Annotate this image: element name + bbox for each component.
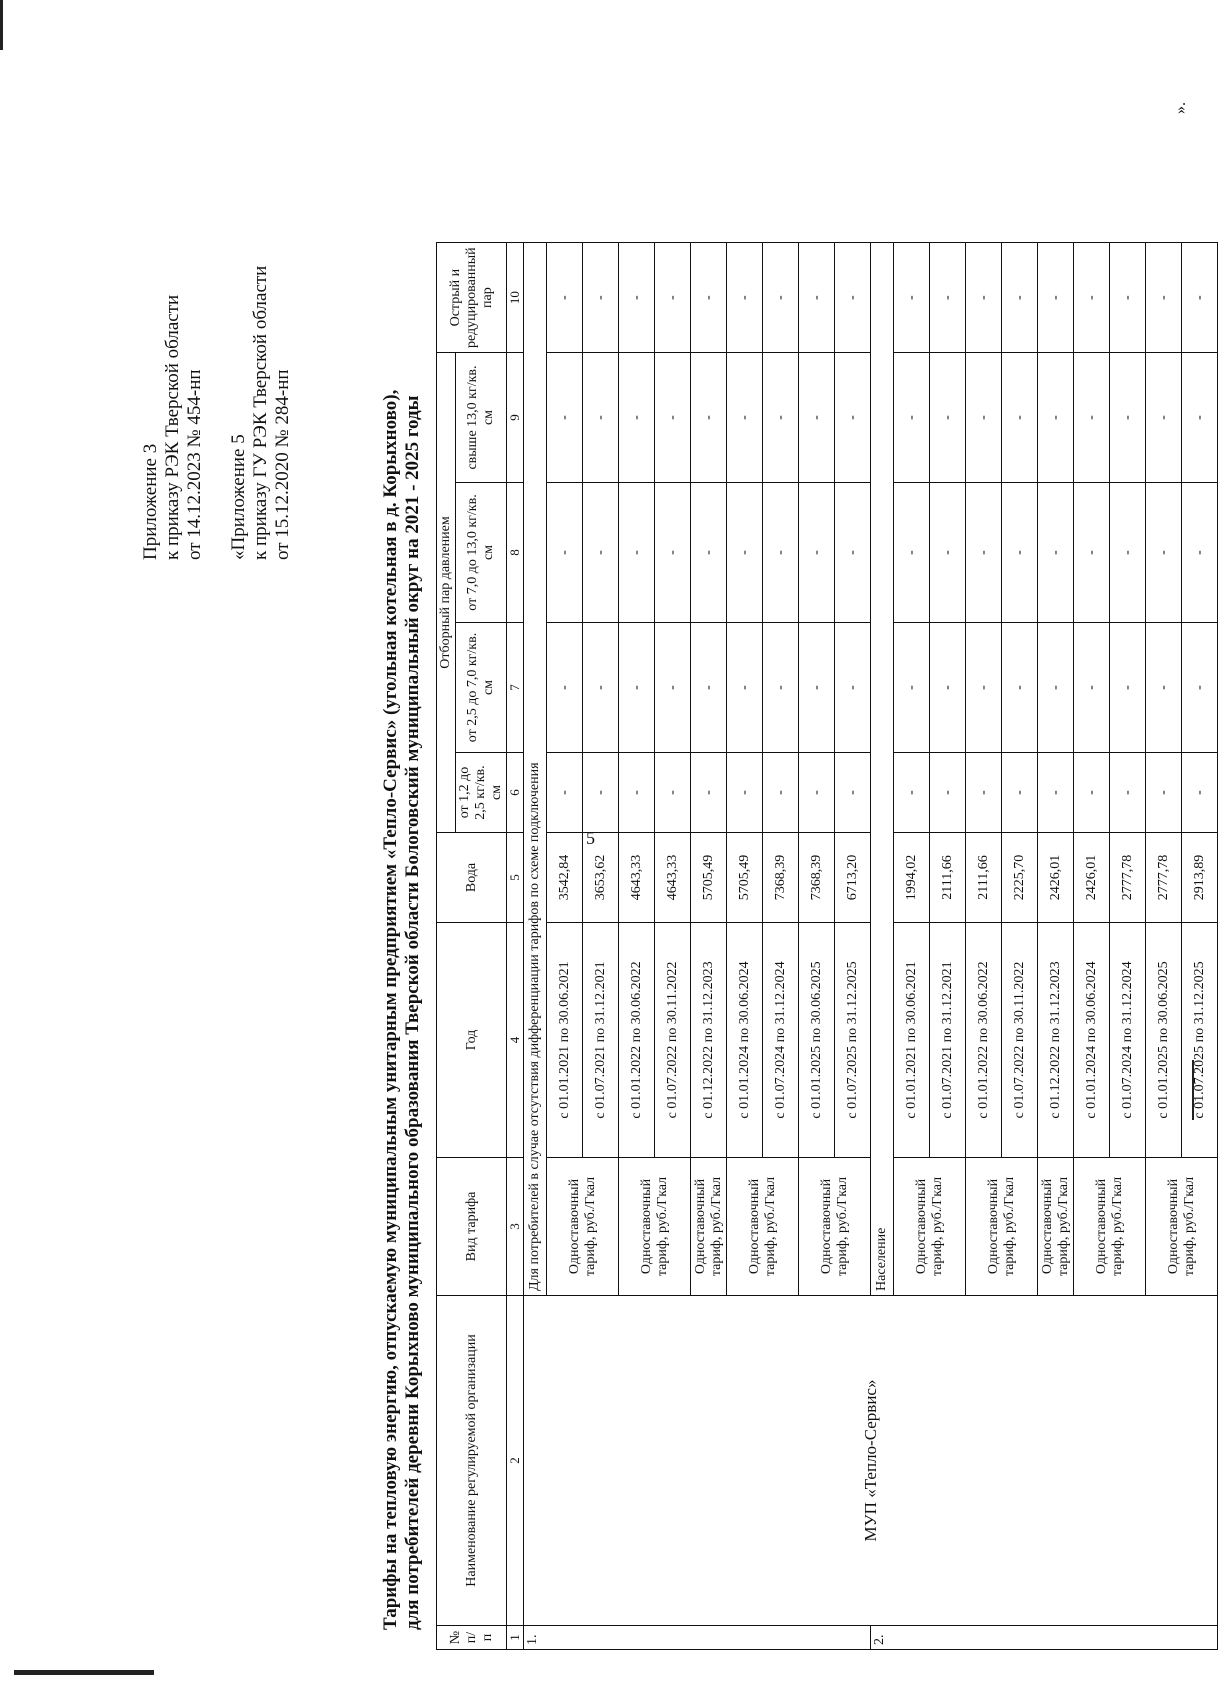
section-row xyxy=(524,243,547,1650)
period: с 01.12.2022 по 31.12.2023 xyxy=(1038,923,1074,1158)
empty-value: - xyxy=(691,353,727,483)
empty-value: - xyxy=(930,623,966,753)
appendix-line-1: Приложение 3 xyxy=(140,443,161,560)
empty-value: - xyxy=(763,243,799,353)
empty-value: - xyxy=(1110,483,1146,623)
empty-value: - xyxy=(691,243,727,353)
period: с 01.01.2022 по 30.06.2022 xyxy=(966,923,1002,1158)
tariff-type: Одноставочный тариф, руб./Гкал xyxy=(1146,1158,1218,1296)
empty-value: - xyxy=(727,353,763,483)
empty-value: - xyxy=(547,483,583,623)
col-number: 8 xyxy=(507,483,524,623)
header-org: Наименование регулируемой организации xyxy=(437,1296,507,1626)
col-number: 2 xyxy=(507,1296,524,1626)
empty-value: - xyxy=(619,483,655,623)
period: с 01.01.2021 по 30.06.2021 xyxy=(547,923,583,1158)
period: с 01.07.2022 по 30.11.2022 xyxy=(655,923,691,1158)
col-number: 4 xyxy=(507,923,524,1158)
appendix-line-2: к приказу РЭК Тверской области xyxy=(162,294,183,560)
empty-value: - xyxy=(1182,753,1218,833)
water-value: 5705,49 xyxy=(727,833,763,923)
water-value: 1994,02 xyxy=(894,833,930,923)
col-number: 3 xyxy=(507,1158,524,1296)
empty-value: - xyxy=(799,623,835,753)
empty-value: - xyxy=(655,753,691,833)
empty-value: - xyxy=(547,753,583,833)
scan-edge-mark-left xyxy=(14,1670,154,1675)
empty-value: - xyxy=(619,353,655,483)
empty-value: - xyxy=(1146,623,1182,753)
empty-value: - xyxy=(835,753,871,833)
empty-value: - xyxy=(894,243,930,353)
tariff-type: Одноставочный тариф, руб./Гкал xyxy=(547,1158,619,1296)
empty-value: - xyxy=(930,243,966,353)
prev-appendix-line-1: «Приложение 5 xyxy=(228,434,249,560)
empty-value: - xyxy=(894,483,930,623)
empty-value: - xyxy=(1002,753,1038,833)
empty-value: - xyxy=(1146,353,1182,483)
empty-value: - xyxy=(1074,483,1110,623)
water-value: 5705,49 xyxy=(691,833,727,923)
empty-value: - xyxy=(655,243,691,353)
empty-value: - xyxy=(966,623,1002,753)
page-number: 5 xyxy=(586,828,595,848)
header-steam-group: Отборный пар давлением xyxy=(437,353,456,833)
water-value: 4643,33 xyxy=(619,833,655,923)
col-number: 7 xyxy=(507,623,524,753)
empty-value: - xyxy=(930,353,966,483)
empty-value: - xyxy=(583,753,619,833)
empty-value: - xyxy=(583,623,619,753)
water-value: 3653,62 xyxy=(583,833,619,923)
empty-value: - xyxy=(966,753,1002,833)
empty-value: - xyxy=(1182,483,1218,623)
empty-value: - xyxy=(1002,243,1038,353)
empty-value: - xyxy=(799,753,835,833)
water-value: 2777,78 xyxy=(1110,833,1146,923)
empty-value: - xyxy=(727,243,763,353)
empty-value: - xyxy=(763,623,799,753)
col-number: 10 xyxy=(507,243,524,353)
period: с 01.07.2025 по 31.12.2025 xyxy=(1182,923,1218,1158)
water-value: 2913,89 xyxy=(1182,833,1218,923)
tariff-type: Одноставочный тариф, руб./Гкал xyxy=(966,1158,1038,1296)
rotated-page-content xyxy=(60,40,1207,1660)
empty-value: - xyxy=(763,353,799,483)
water-value: 2777,78 xyxy=(1146,833,1182,923)
empty-value: - xyxy=(727,623,763,753)
title-line-1: Тарифы на тепловую энергию, отпускаемую муниципальным унитарным предприятием «Тепло-Сервис» (угольная котельная в д. Корыхново), xyxy=(380,389,401,1630)
water-value: 7368,39 xyxy=(763,833,799,923)
header-steam-4: свыше 13,0 кг/кв. см xyxy=(456,353,507,483)
period: с 01.01.2025 по 30.06.2025 xyxy=(1146,923,1182,1158)
empty-value: - xyxy=(691,623,727,753)
period: с 01.01.2021 по 30.06.2021 xyxy=(894,923,930,1158)
empty-value: - xyxy=(1002,483,1038,623)
col-number: 5 xyxy=(507,833,524,923)
tariff-type: Одноставочный тариф, руб./Гкал xyxy=(799,1158,871,1296)
empty-value: - xyxy=(894,623,930,753)
period: с 01.01.2024 по 30.06.2024 xyxy=(1074,923,1110,1158)
period: с 01.07.2025 по 31.12.2025 xyxy=(835,923,871,1158)
empty-value: - xyxy=(1002,353,1038,483)
title-line-2: для потребителей деревни Корыхново муниципального образования Тверской области Бологовский муниципальный округ на 2021 - 2025 годы xyxy=(402,395,423,1630)
period: с 01.07.2021 по 31.12.2021 xyxy=(930,923,966,1158)
period: с 01.01.2022 по 30.06.2022 xyxy=(619,923,655,1158)
empty-value: - xyxy=(835,353,871,483)
empty-value: - xyxy=(835,623,871,753)
empty-value: - xyxy=(835,243,871,353)
header-year: Год xyxy=(437,923,507,1158)
document-title xyxy=(380,230,424,1630)
header-steam-2: от 2,5 до 7,0 кг/кв. см xyxy=(456,623,507,753)
period: с 01.07.2024 по 31.12.2024 xyxy=(1110,923,1146,1158)
empty-value: - xyxy=(655,483,691,623)
period: с 01.01.2025 по 30.06.2025 xyxy=(799,923,835,1158)
empty-value: - xyxy=(1038,483,1074,623)
section-title: Для потребителей в случае отсутствия дифференциации тарифов по схеме подключения xyxy=(524,243,547,1296)
empty-value: - xyxy=(799,243,835,353)
water-value: 2111,66 xyxy=(966,833,1002,923)
empty-value: - xyxy=(799,483,835,623)
organization-name: МУП «Тепло-Сервис» xyxy=(524,1296,1218,1626)
empty-value: - xyxy=(1110,243,1146,353)
tariff-type: Одноставочный тариф, руб./Гкал xyxy=(894,1158,966,1296)
empty-value: - xyxy=(1182,623,1218,753)
empty-value: - xyxy=(547,353,583,483)
water-value: 2111,66 xyxy=(930,833,966,923)
header-steam-3: от 7,0 до 13,0 кг/кв. см xyxy=(456,483,507,623)
header-sharp-steam: Острый и редуцированный пар xyxy=(437,243,507,353)
empty-value: - xyxy=(583,483,619,623)
header-row-1 xyxy=(437,243,456,1650)
empty-value: - xyxy=(547,623,583,753)
empty-value: - xyxy=(1146,243,1182,353)
tariff-type: Одноставочный тариф, руб./Гкал xyxy=(619,1158,691,1296)
empty-value: - xyxy=(1074,753,1110,833)
period: с 01.01.2024 по 30.06.2024 xyxy=(727,923,763,1158)
period: с 01.12.2022 по 31.12.2023 xyxy=(691,923,727,1158)
empty-value: - xyxy=(1038,753,1074,833)
empty-value: - xyxy=(619,623,655,753)
empty-value: - xyxy=(1002,623,1038,753)
empty-value: - xyxy=(763,753,799,833)
empty-value: - xyxy=(1038,623,1074,753)
empty-value: - xyxy=(1038,243,1074,353)
period: с 01.07.2024 по 31.12.2024 xyxy=(763,923,799,1158)
empty-value: - xyxy=(583,353,619,483)
water-value: 6713,20 xyxy=(835,833,871,923)
empty-value: - xyxy=(1110,623,1146,753)
empty-value: - xyxy=(1038,353,1074,483)
empty-value: - xyxy=(1182,243,1218,353)
empty-value: - xyxy=(655,353,691,483)
empty-value: - xyxy=(966,243,1002,353)
empty-value: - xyxy=(547,243,583,353)
water-value: 2426,01 xyxy=(1074,833,1110,923)
empty-value: - xyxy=(619,243,655,353)
section-number: 1. xyxy=(524,1626,871,1650)
empty-value: - xyxy=(894,353,930,483)
prev-appendix-line-2: к приказу ГУ РЭК Тверской области xyxy=(250,265,271,560)
header-steam-1: от 1,2 до 2,5 кг/кв. см xyxy=(456,753,507,833)
empty-value: - xyxy=(691,753,727,833)
tariff-type: Одноставочный тариф, руб./Гкал xyxy=(691,1158,727,1296)
empty-value: - xyxy=(966,353,1002,483)
tariff-type: Одноставочный тариф, руб./Гкал xyxy=(727,1158,799,1296)
appendix-line-3: от 14.12.2023 № 454-нп xyxy=(184,369,205,560)
tariff-type: Одноставочный тариф, руб./Гкал xyxy=(1074,1158,1146,1296)
section-number: 2. xyxy=(871,1626,1218,1650)
empty-value: - xyxy=(727,753,763,833)
empty-value: - xyxy=(894,753,930,833)
water-value: 2426,01 xyxy=(1038,833,1074,923)
header-tariff-type: Вид тарифа xyxy=(437,1158,507,1296)
tariff-type: Одноставочный тариф, руб./Гкал xyxy=(1038,1158,1074,1296)
water-value: 2225,70 xyxy=(1002,833,1038,923)
empty-value: - xyxy=(799,353,835,483)
header-num: № п/п xyxy=(437,1626,507,1650)
empty-value: - xyxy=(1110,353,1146,483)
header-water: Вода xyxy=(437,833,507,923)
col-number: 9 xyxy=(507,353,524,483)
empty-value: - xyxy=(1074,243,1110,353)
closing-quote: ». xyxy=(1172,102,1189,114)
table-body xyxy=(524,243,1218,1650)
period: с 01.07.2022 по 30.11.2022 xyxy=(1002,923,1038,1158)
empty-value: - xyxy=(1074,353,1110,483)
empty-value: - xyxy=(1182,353,1218,483)
prev-appendix-line-3: от 15.12.2020 № 284-нп xyxy=(272,369,293,560)
scan-edge-mark-top xyxy=(0,0,3,50)
empty-value: - xyxy=(1146,753,1182,833)
water-value: 3542,84 xyxy=(547,833,583,923)
empty-value: - xyxy=(835,483,871,623)
col-number: 1 xyxy=(507,1626,524,1650)
empty-value: - xyxy=(1110,753,1146,833)
empty-value: - xyxy=(691,483,727,623)
empty-value: - xyxy=(619,753,655,833)
col-number: 6 xyxy=(507,753,524,833)
empty-value: - xyxy=(1074,623,1110,753)
empty-value: - xyxy=(1146,483,1182,623)
empty-value: - xyxy=(655,623,691,753)
column-number-row xyxy=(507,243,524,1650)
empty-value: - xyxy=(583,243,619,353)
empty-value: - xyxy=(727,483,763,623)
water-value: 7368,39 xyxy=(799,833,835,923)
empty-value: - xyxy=(966,483,1002,623)
tariff-table xyxy=(436,242,1218,1650)
water-value: 4643,33 xyxy=(655,833,691,923)
empty-value: - xyxy=(930,753,966,833)
empty-value: - xyxy=(763,483,799,623)
period: с 01.07.2021 по 31.12.2021 xyxy=(583,923,619,1158)
section-title: Население xyxy=(871,243,894,1296)
empty-value: - xyxy=(930,483,966,623)
appendix-header xyxy=(140,60,294,560)
